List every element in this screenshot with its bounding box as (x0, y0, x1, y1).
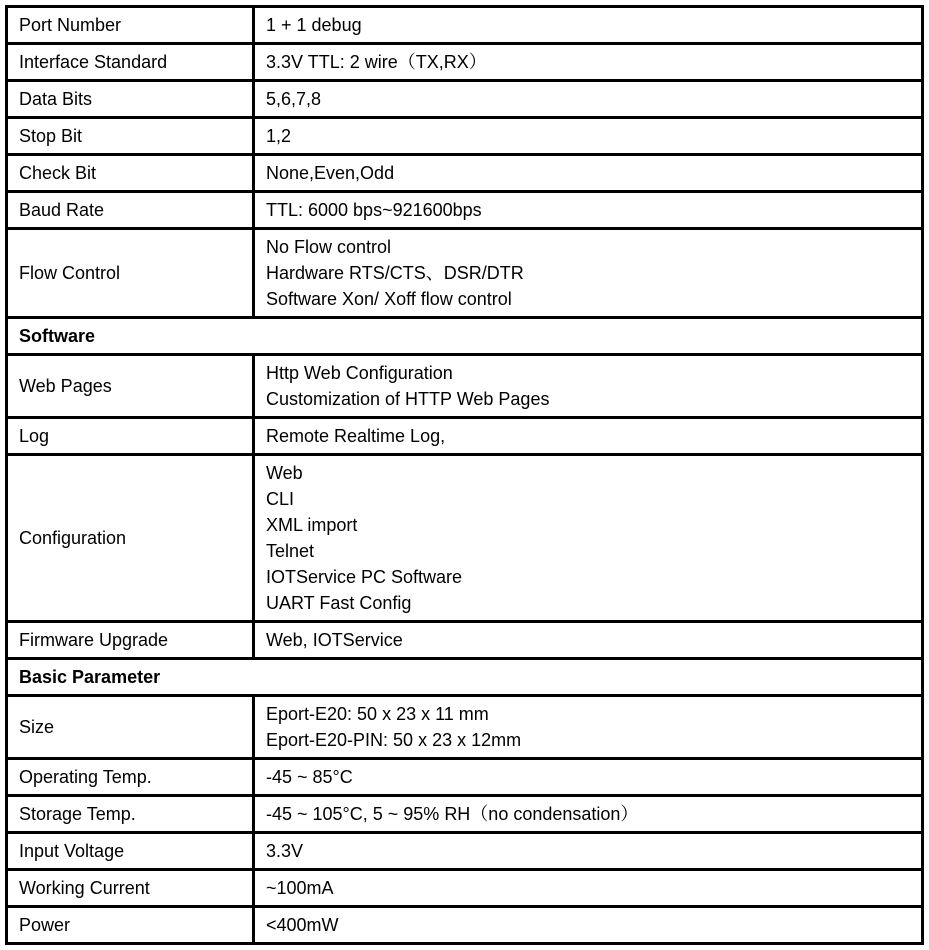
value-line: ~100mA (266, 878, 334, 898)
value-line: XML import (266, 515, 358, 535)
spec-row (7, 118, 923, 155)
spec-label: Log (7, 418, 254, 455)
spec-row (7, 7, 923, 44)
value-line: 5,6,7,8 (266, 89, 322, 109)
spec-label: Port Number (7, 7, 254, 44)
spec-value (254, 229, 923, 318)
spec-value (254, 118, 923, 155)
spec-row (7, 44, 923, 81)
section-title: Basic Parameter (7, 659, 923, 696)
spec-value (254, 796, 923, 833)
spec-value (254, 418, 923, 455)
spec-value (254, 7, 923, 44)
spec-row (7, 81, 923, 118)
spec-row (7, 870, 923, 907)
spec-label: Size (7, 696, 254, 759)
spec-label: Working Current (7, 870, 254, 907)
spec-label: Input Voltage (7, 833, 254, 870)
value-line: IOTService PC Software (266, 567, 463, 587)
spec-value (254, 759, 923, 796)
spec-value (254, 870, 923, 907)
value-line: No Flow control (266, 237, 392, 257)
section-header-row (7, 659, 923, 696)
value-line: None,Even,Odd (266, 163, 395, 183)
value-line: Hardware RTS/CTS、DSR/DTR (266, 263, 524, 283)
value-line: 3.3V (266, 841, 304, 861)
spec-label: Check Bit (7, 155, 254, 192)
value-line: 1 + 1 debug (266, 15, 362, 35)
spec-value (254, 907, 923, 944)
spec-row (7, 759, 923, 796)
value-line: UART Fast Config (266, 593, 412, 613)
spec-value (254, 833, 923, 870)
value-line: Customization of HTTP Web Pages (266, 389, 550, 409)
specification-table (5, 5, 924, 945)
spec-label: Data Bits (7, 81, 254, 118)
spec-value (254, 355, 923, 418)
spec-label: Storage Temp. (7, 796, 254, 833)
value-line: 3.3V TTL: 2 wire（TX,RX） (266, 52, 487, 72)
spec-row (7, 833, 923, 870)
spec-value (254, 696, 923, 759)
spec-label: Flow Control (7, 229, 254, 318)
spec-label: Firmware Upgrade (7, 622, 254, 659)
value-line: Http Web Configuration (266, 363, 453, 383)
spec-label: Web Pages (7, 355, 254, 418)
spec-label: Stop Bit (7, 118, 254, 155)
section-header-row (7, 318, 923, 355)
spec-value (254, 192, 923, 229)
spec-value (254, 455, 923, 622)
spec-row (7, 418, 923, 455)
spec-row (7, 696, 923, 759)
spec-row (7, 796, 923, 833)
spec-label: Interface Standard (7, 44, 254, 81)
spec-row (7, 355, 923, 418)
spec-row (7, 229, 923, 318)
spec-value (254, 81, 923, 118)
value-line: Web, IOTService (266, 630, 403, 650)
spec-label: Operating Temp. (7, 759, 254, 796)
value-line: Telnet (266, 541, 315, 561)
spec-label: Baud Rate (7, 192, 254, 229)
value-line: <400mW (266, 915, 339, 935)
spec-value (254, 44, 923, 81)
section-title: Software (7, 318, 923, 355)
value-line: Software Xon/ Xoff flow control (266, 289, 512, 309)
spec-row (7, 155, 923, 192)
spec-label: Configuration (7, 455, 254, 622)
spec-label: Power (7, 907, 254, 944)
value-line: Web (266, 463, 303, 483)
value-line: 1,2 (266, 126, 292, 146)
spec-row (7, 192, 923, 229)
value-line: Eport-E20: 50 x 23 x 11 mm (266, 704, 489, 724)
spec-row (7, 622, 923, 659)
spec-value (254, 155, 923, 192)
value-line: -45 ~ 105°C, 5 ~ 95% RH（no condensation） (266, 804, 639, 824)
specification-table-body (7, 7, 923, 944)
spec-value (254, 622, 923, 659)
value-line: -45 ~ 85°C (266, 767, 353, 787)
value-line: TTL: 6000 bps~921600bps (266, 200, 482, 220)
value-line: CLI (266, 489, 295, 509)
spec-row (7, 907, 923, 944)
value-line: Eport-E20-PIN: 50 x 23 x 12mm (266, 730, 522, 750)
value-line: Remote Realtime Log, (266, 426, 446, 446)
spec-row (7, 455, 923, 622)
